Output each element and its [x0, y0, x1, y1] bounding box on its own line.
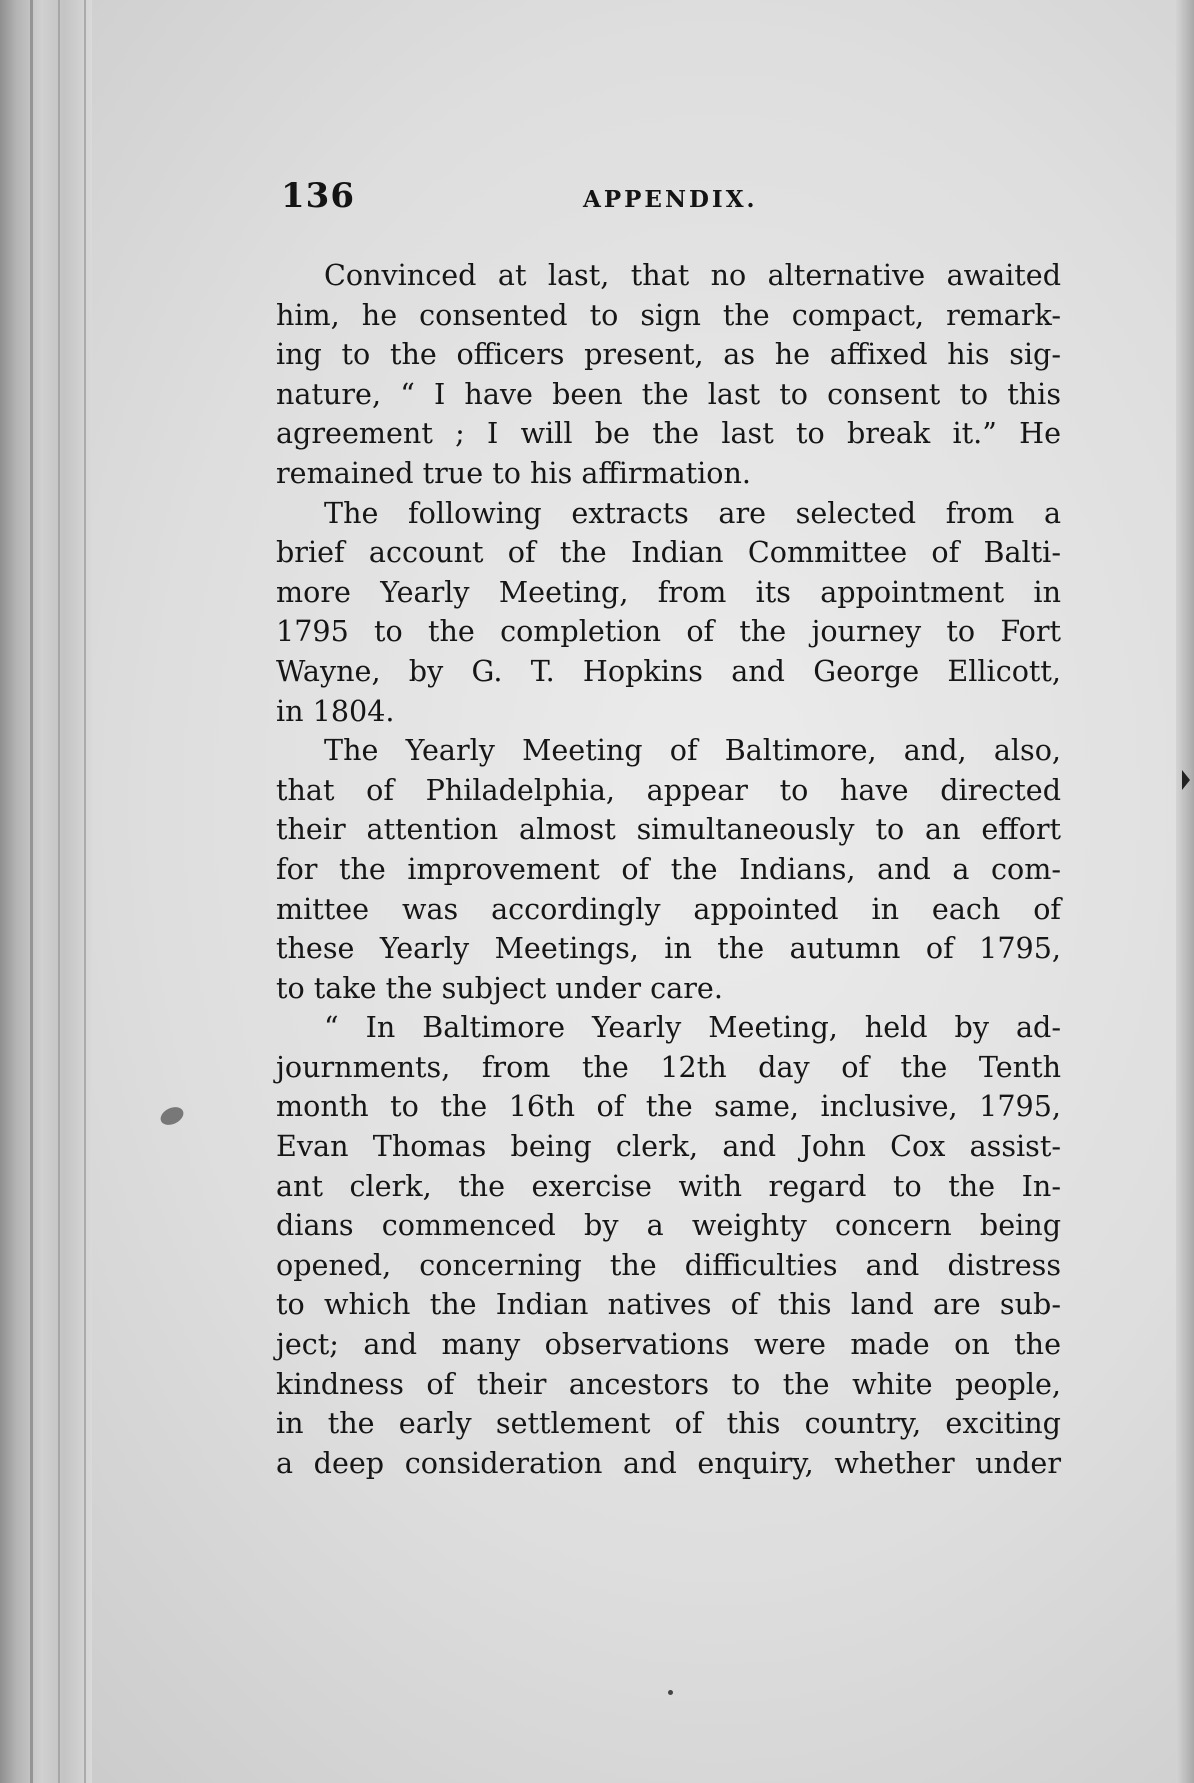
text-line: mittee was accordingly appointed in each of: [276, 891, 1061, 926]
text-line: in 1804.: [276, 693, 395, 728]
text-line: to take the subject under care.: [276, 970, 723, 1005]
book-gutter: [0, 0, 92, 1783]
text-line: him, he consented to sign the compact, remark-: [276, 297, 1061, 332]
text-line: for the improvement of the Indians, and a com-: [276, 851, 1061, 886]
text-line: kindness of their ancestors to the white people,: [276, 1366, 1061, 1401]
text-line: ing to the officers present, as he affixed his sig-: [276, 337, 1061, 372]
edge-notch-mark: [1182, 770, 1190, 790]
gutter-edge-line: [58, 0, 60, 1783]
text-line: more Yearly Meeting, from its appointment in: [276, 574, 1061, 609]
running-head: APPENDIX.: [583, 186, 758, 213]
text-line: ject; and many observations were made on the: [276, 1327, 1061, 1362]
text-line: a deep consideration and enquiry, whether under: [276, 1445, 1061, 1480]
ink-blot: [158, 1104, 187, 1129]
ink-dot: [668, 1690, 673, 1695]
text-line: remained true to his affirmation.: [276, 455, 752, 490]
text-line: The following extracts are selected from a: [324, 495, 1061, 530]
text-line: opened, concerning the difficulties and distress: [276, 1247, 1061, 1282]
gutter-edge-line: [84, 0, 86, 1783]
text-line: agreement ; I will be the last to break it.” He: [276, 416, 1061, 451]
text-line: “ In Baltimore Yearly Meeting, held by ad-: [324, 1010, 1061, 1045]
text-line: Evan Thomas being clerk, and John Cox assist-: [276, 1129, 1061, 1164]
text-line: these Yearly Meetings, in the autumn of 1795,: [276, 931, 1061, 966]
gutter-edge-line: [30, 0, 33, 1783]
text-line: nature, “ I have been the last to consent to this: [276, 376, 1061, 411]
text-line: 1795 to the completion of the journey to Fort: [276, 614, 1061, 649]
body-text: [276, 256, 1061, 1483]
text-line: to which the Indian natives of this land are sub-: [276, 1287, 1061, 1322]
page-header: [281, 176, 1061, 226]
text-line: month to the 16th of the same, inclusive, 1795,: [276, 1089, 1061, 1124]
text-line: in the early settlement of this country, exciting: [276, 1406, 1061, 1441]
text-line: that of Philadelphia, appear to have directed: [276, 772, 1061, 807]
text-line: their attention almost simultaneously to an effort: [276, 812, 1061, 847]
page-right-edge: [1176, 0, 1194, 1783]
text-line: ant clerk, the exercise with regard to the In-: [276, 1168, 1061, 1203]
page-number: 136: [281, 176, 355, 216]
text-line: dians commenced by a weighty concern being: [276, 1208, 1061, 1243]
text-line: Wayne, by G. T. Hopkins and George Ellicott,: [276, 653, 1061, 688]
text-line: Convinced at last, that no alternative awaited: [324, 258, 1061, 292]
text-line: The Yearly Meeting of Baltimore, and, also,: [324, 733, 1061, 768]
text-line: brief account of the Indian Committee of Balti-: [276, 535, 1061, 570]
text-line: journments, from the 12th day of the Tenth: [276, 1049, 1061, 1084]
